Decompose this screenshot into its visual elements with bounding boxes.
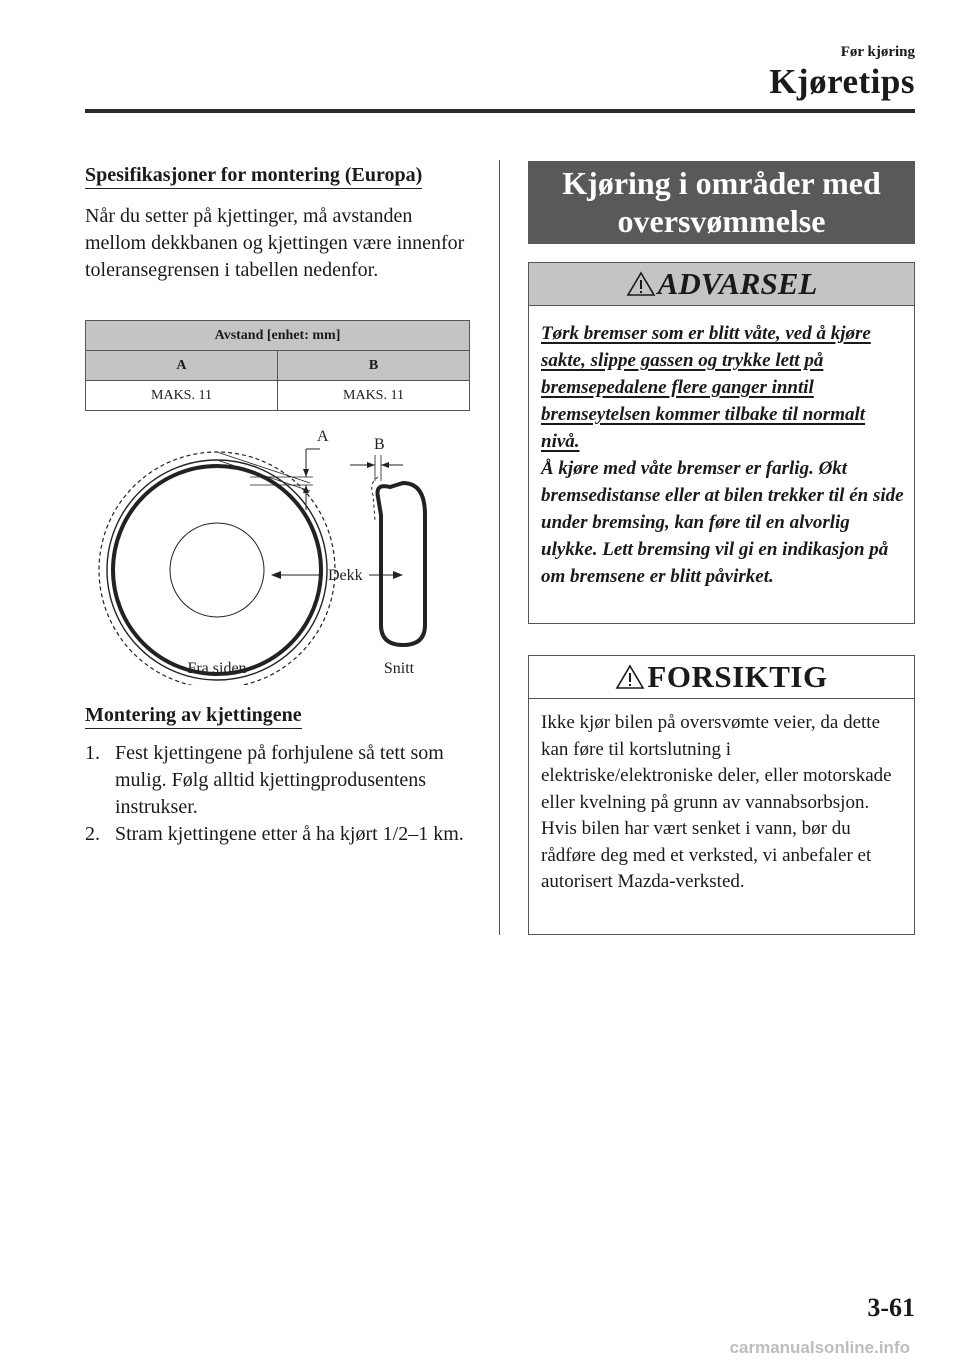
warning-triangle-icon xyxy=(626,271,656,297)
column-divider xyxy=(499,160,500,935)
warning-header xyxy=(529,263,914,306)
step-number: 1. xyxy=(85,742,100,764)
page-number: 3-61 xyxy=(867,1293,915,1322)
watermark: carmanualsonline.info xyxy=(729,1338,910,1357)
caution-box xyxy=(528,655,915,935)
label-tire: Dekk xyxy=(328,567,363,584)
spec-heading: Spesifikasjoner for montering (Europa) xyxy=(85,164,422,189)
warning-text: Å kjøre med våte bremser er farlig. Økt bremsedistanse eller at bilen trekker til én side under bremsing, kan føre til en alvorlig ulykke. Lett bremsing vil gi en indikasjon på om bremsene er blitt påvirket. xyxy=(541,458,904,587)
table-value-b: MAKS. 11 xyxy=(277,381,469,411)
warning-body xyxy=(529,306,914,590)
mount-heading: Montering av kjettingene xyxy=(85,704,302,729)
warning-underlined-text: Tørk bremser som er blitt våte, ved å kjøre sakte, slippe gassen og trykke lett på bremsepedalene flere ganger inntil bremseytelsen kommer tilbake til normalt nivå. xyxy=(541,323,871,452)
tire-inner-edge xyxy=(113,466,321,674)
arrow-b-left xyxy=(381,462,389,468)
tire-outline xyxy=(107,460,327,680)
warning-box xyxy=(528,262,915,624)
page-title: Kjøretips xyxy=(769,62,915,101)
intro-paragraph: Når du setter på kjettinger, må avstanden mellom dekkbanen og kjettingen være innenfor toleransegrensen i tabellen nedenfor. xyxy=(85,205,465,281)
list-item xyxy=(85,821,470,848)
spec-table-wrap xyxy=(85,320,470,411)
warning-title: ADVARSEL xyxy=(657,266,818,301)
mount-heading-wrap xyxy=(85,703,465,727)
caution-text: Ikke kjør bilen på oversvømte veier, da dette kan føre til kortslutning i elektriske/elektroniske deler, eller motorskade eller kvelning på grunn av vannabsorbsjon. Hvis bilen har vært senket i vann, bør du rådføre deg med et verksted, vi anbefaler et autorisert Mazda-verksted. xyxy=(541,712,892,892)
table-value-a: MAKS. 11 xyxy=(86,381,278,411)
rim xyxy=(170,523,264,617)
arrow-b-right xyxy=(367,462,375,468)
list-item xyxy=(85,740,470,821)
step-number: 2. xyxy=(85,823,100,845)
step-text: Fest kjettingene på forhjulene så tett som mulig. Følg alltid kjettingprodusentens instrukser. xyxy=(115,742,444,818)
header-rule xyxy=(85,109,915,113)
label-section-view: Snitt xyxy=(383,660,415,677)
label-a: A xyxy=(317,428,329,445)
chain-outline xyxy=(99,452,335,685)
label-side-view: Fra siden xyxy=(187,660,247,677)
table-col-a: A xyxy=(86,351,278,381)
table-caption: Avstand [enhet: mm] xyxy=(86,321,470,351)
spec-table xyxy=(85,320,470,411)
arrow-tire-left xyxy=(271,571,281,579)
table-col-b: B xyxy=(277,351,469,381)
step-text: Stram kjettingene etter å ha kjørt 1/2–1 km. xyxy=(115,823,464,845)
warning-triangle-icon xyxy=(615,664,645,690)
section-label: Før kjøring xyxy=(840,44,915,60)
mount-steps xyxy=(85,740,470,848)
tire-section xyxy=(378,483,426,645)
caution-title: FORSIKTIG xyxy=(647,659,828,694)
arrow-a-down xyxy=(303,469,309,477)
tire-chain-diagram xyxy=(85,415,485,685)
label-b: B xyxy=(374,436,385,453)
caution-header xyxy=(529,656,914,699)
arrow-tire-right xyxy=(393,571,403,579)
left-column xyxy=(85,163,465,187)
section-banner: Kjøring i områder med oversvømmelse xyxy=(528,161,915,244)
